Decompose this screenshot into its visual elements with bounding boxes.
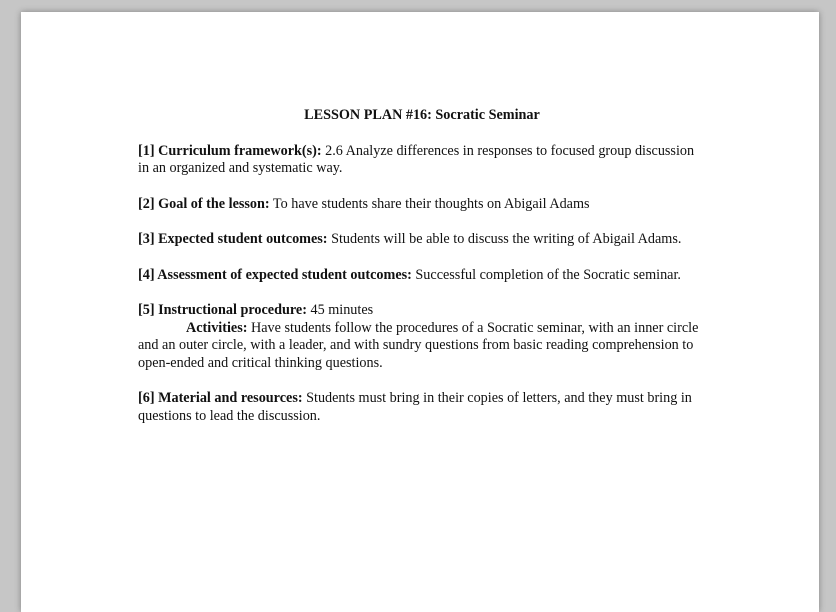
activities-indent [138, 320, 186, 336]
section-label: [4] Assessment of expected student outcomes: [138, 266, 412, 283]
document-page [21, 12, 819, 612]
section-instructional-procedure [138, 302, 706, 372]
section-curriculum-framework [138, 143, 706, 178]
activities-text: Have students follow the procedures of a Socratic seminar, with an inner circle and an outer circle, with a leader, and with sundry questions from basic reading comprehension to open-ended and critical thinking questions. [138, 319, 699, 371]
section-label: [2] Goal of the lesson: [138, 195, 270, 212]
section-assessment [138, 267, 706, 285]
section-text: Successful completion of the Socratic seminar. [411, 266, 681, 283]
section-label: [5] Instructional procedure: [138, 302, 307, 318]
section-text: 45 minutes [306, 302, 374, 318]
section-text: Students will be able to discuss the writing of Abigail Adams. [327, 231, 682, 247]
section-materials [138, 390, 706, 425]
section-text: To have students share their thoughts on Abigail Adams [269, 195, 590, 212]
document-title: LESSON PLAN #16: Socratic Seminar [304, 107, 540, 123]
section-expected-outcomes [138, 231, 706, 249]
activities-label: Activities: [186, 319, 248, 336]
section-text: Students must bring in their copies of letters, and they must bring in questions to lead the discussion. [138, 390, 692, 424]
section-text: 2.6 Analyze differences in responses to focused group discussion in an organized and systematic way. [138, 142, 695, 176]
document-content [138, 107, 706, 443]
section-label: [1] Curriculum framework(s): [138, 142, 322, 159]
section-goal [138, 196, 706, 214]
section-label: [6] Material and resources: [138, 390, 303, 406]
section-label: [3] Expected student outcomes: [138, 231, 328, 247]
